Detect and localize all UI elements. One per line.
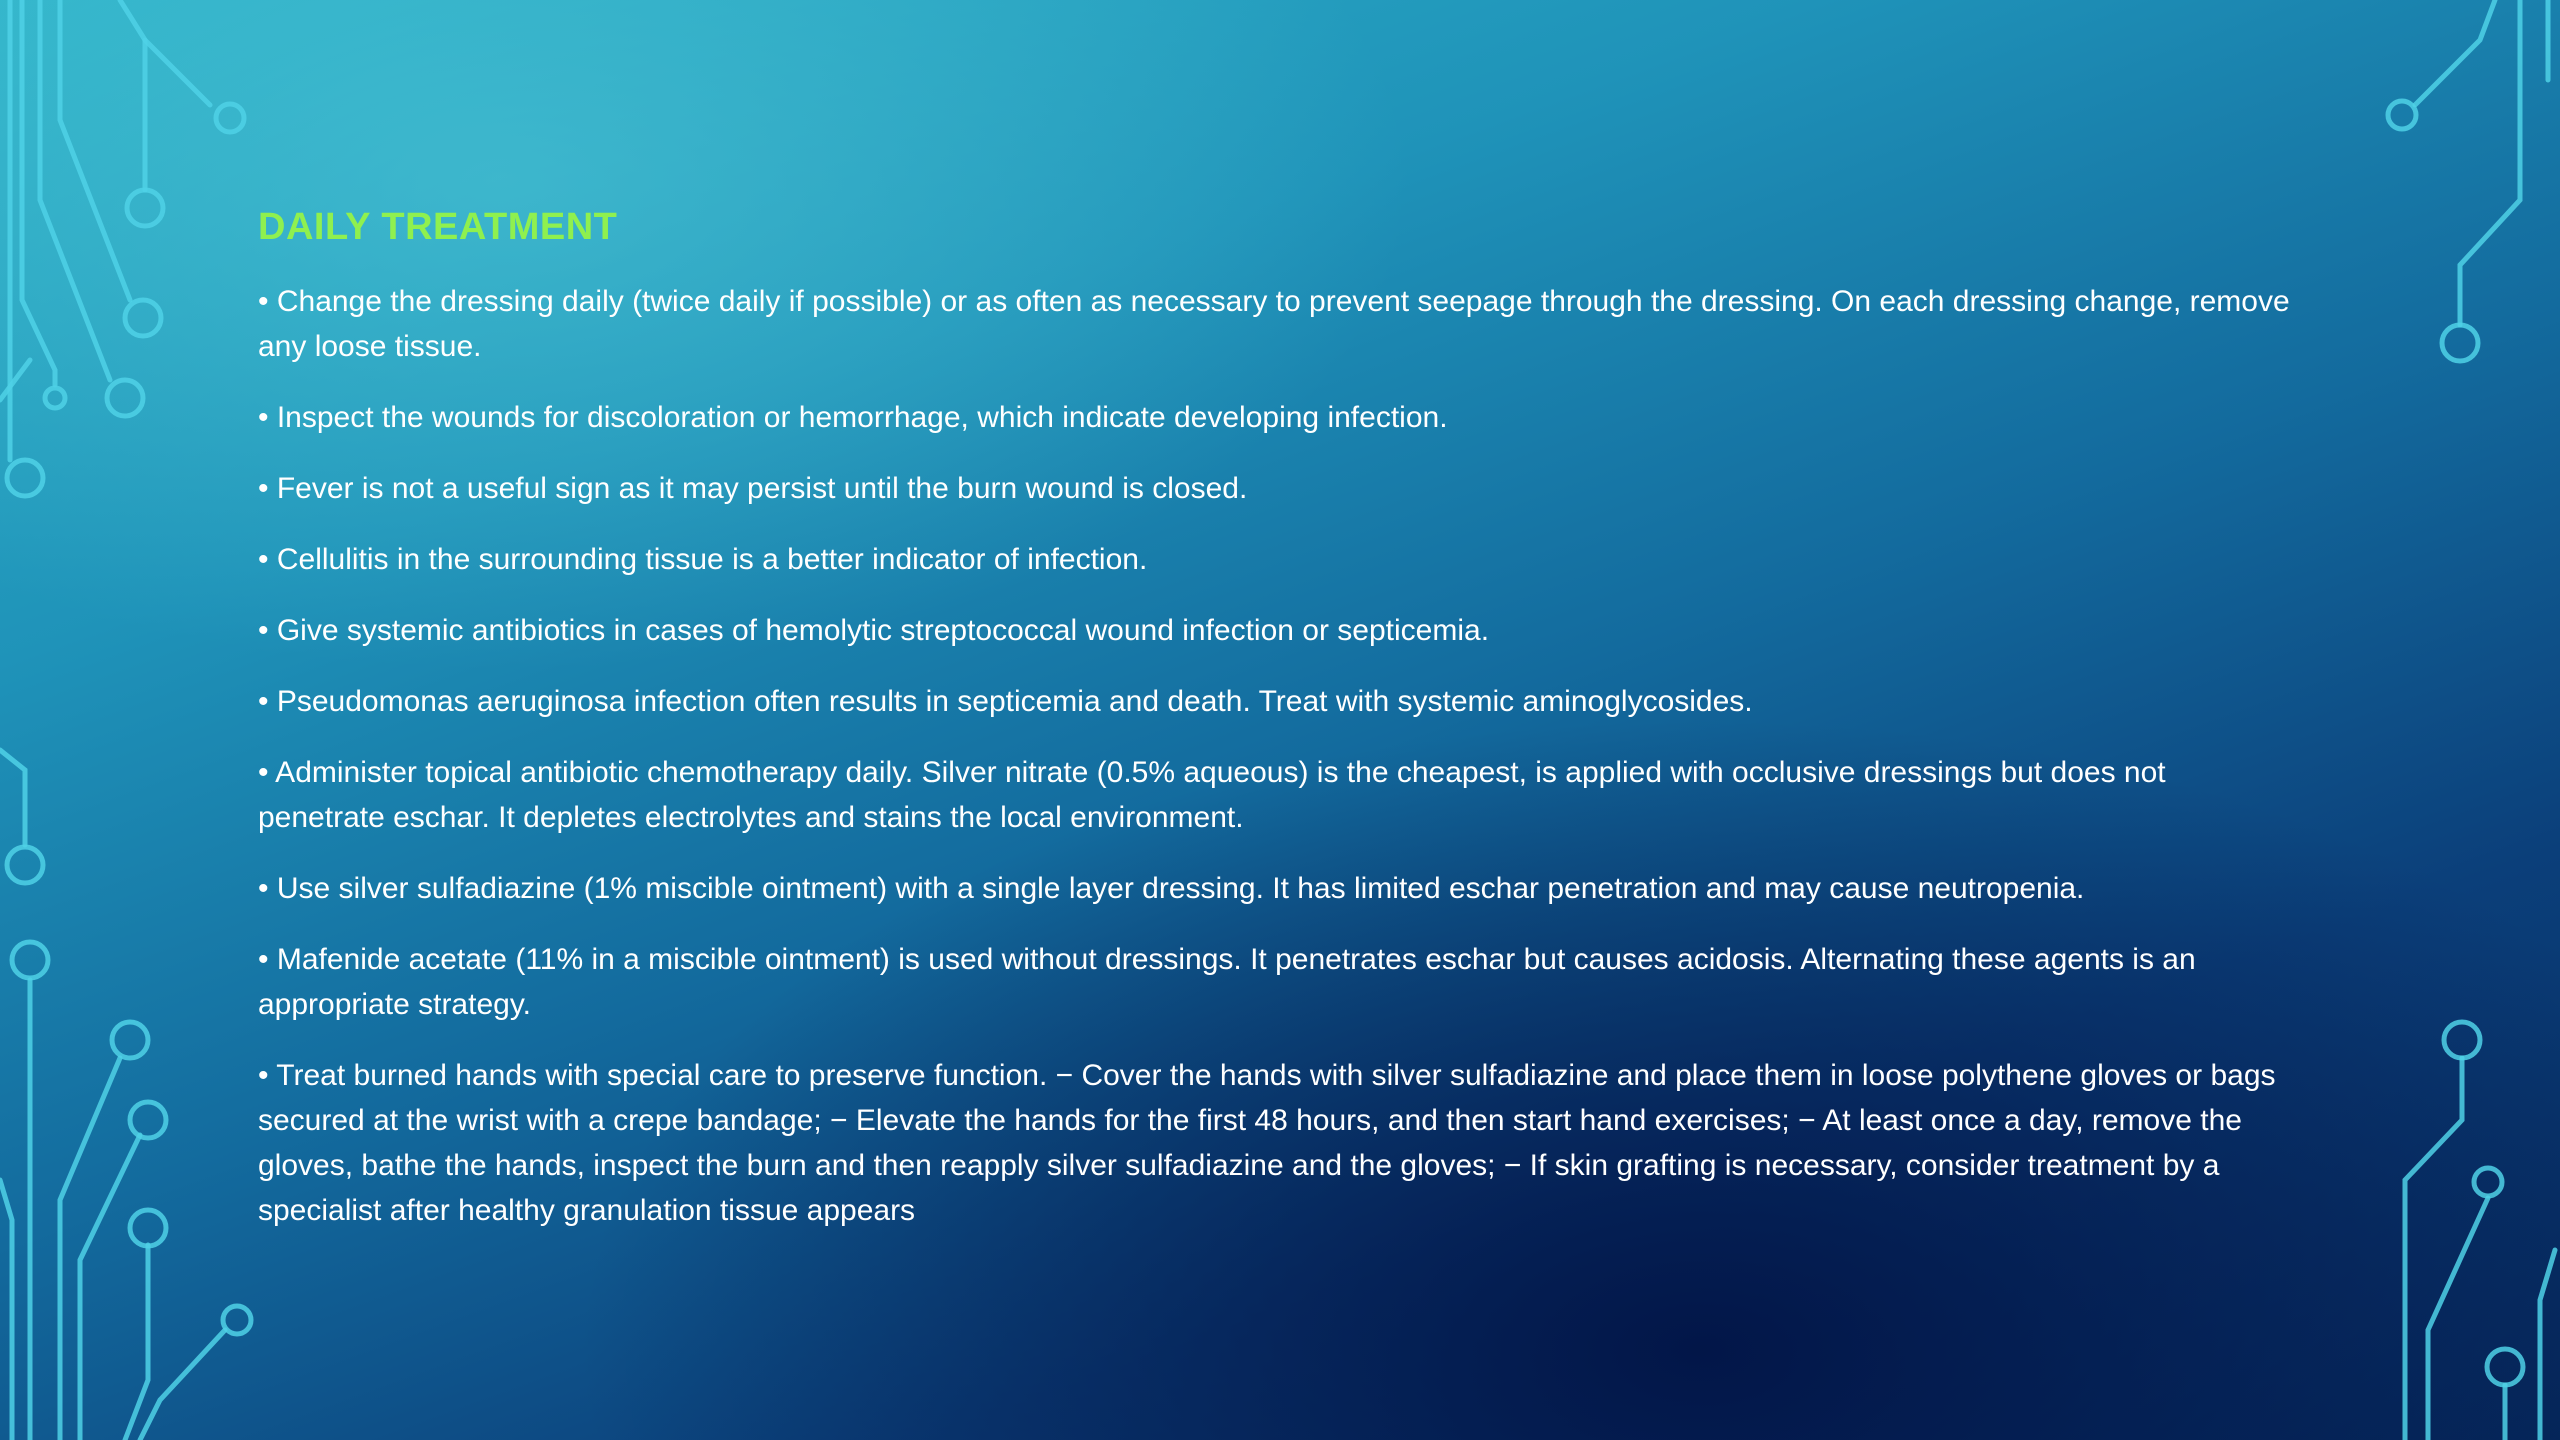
bullet-systemic-antibiotics: • Give systemic antibiotics in cases of hemolytic streptococcal wound infection or septicemia. [258, 614, 1490, 647]
slide-title: DAILY TREATMENT [258, 206, 618, 248]
bullet-dressing-change: • Change the dressing daily (twice daily if possible) or as often as necessary to prevent seepage through the dressing. On each dressing change, remove any loose tissue. [258, 285, 2290, 363]
circuit-top-left [0, 0, 244, 496]
bullet-silver-nitrate: • Administer topical antibiotic chemotherapy daily. Silver nitrate (0.5% aqueous) is the cheapest, is applied with occlusive dressings but does not penetrate eschar. It depletes electrolytes and stains the local environment. [258, 756, 2166, 834]
circuit-top-right [2388, 0, 2548, 361]
circuit-bottom-left [0, 1022, 251, 1440]
bullet-list [258, 279, 2298, 1233]
slide-content [258, 206, 2298, 1259]
bullet-burned-hands: • Treat burned hands with special care to preserve function. − Cover the hands with silver sulfadiazine and place them in loose polythene gloves or bags secured at the wrist with a crepe bandage; − Elevate the hands for the first 48 hours, and then start hand exercises; − At least once a day, remove the gloves, bathe the hands, inspect the burn and then reapply silver sulfadiazine and the gloves; − If skin grafting is necessary, consider treatment by a specialist after healthy granulation tissue appears [258, 1059, 2276, 1227]
circuit-bottom-right [2405, 1022, 2555, 1440]
circuit-left-middle [0, 750, 48, 1440]
bullet-fever: • Fever is not a useful sign as it may persist until the burn wound is closed. [258, 472, 1248, 505]
bullet-mafenide-acetate: • Mafenide acetate (11% in a miscible ointment) is used without dressings. It penetrates eschar but causes acidosis. Alternating these agents is an appropriate strategy. [258, 943, 2196, 1021]
bullet-inspect-wounds: • Inspect the wounds for discoloration or hemorrhage, which indicate developing infection. [258, 401, 1448, 434]
bullet-pseudomonas: • Pseudomonas aeruginosa infection often results in septicemia and death. Treat with systemic aminoglycosides. [258, 685, 1753, 718]
bullet-silver-sulfadiazine: • Use silver sulfadiazine (1% miscible ointment) with a single layer dressing. It has limited eschar penetration and may cause neutropenia. [258, 872, 2085, 905]
bullet-cellulitis: • Cellulitis in the surrounding tissue is a better indicator of infection. [258, 543, 1148, 576]
